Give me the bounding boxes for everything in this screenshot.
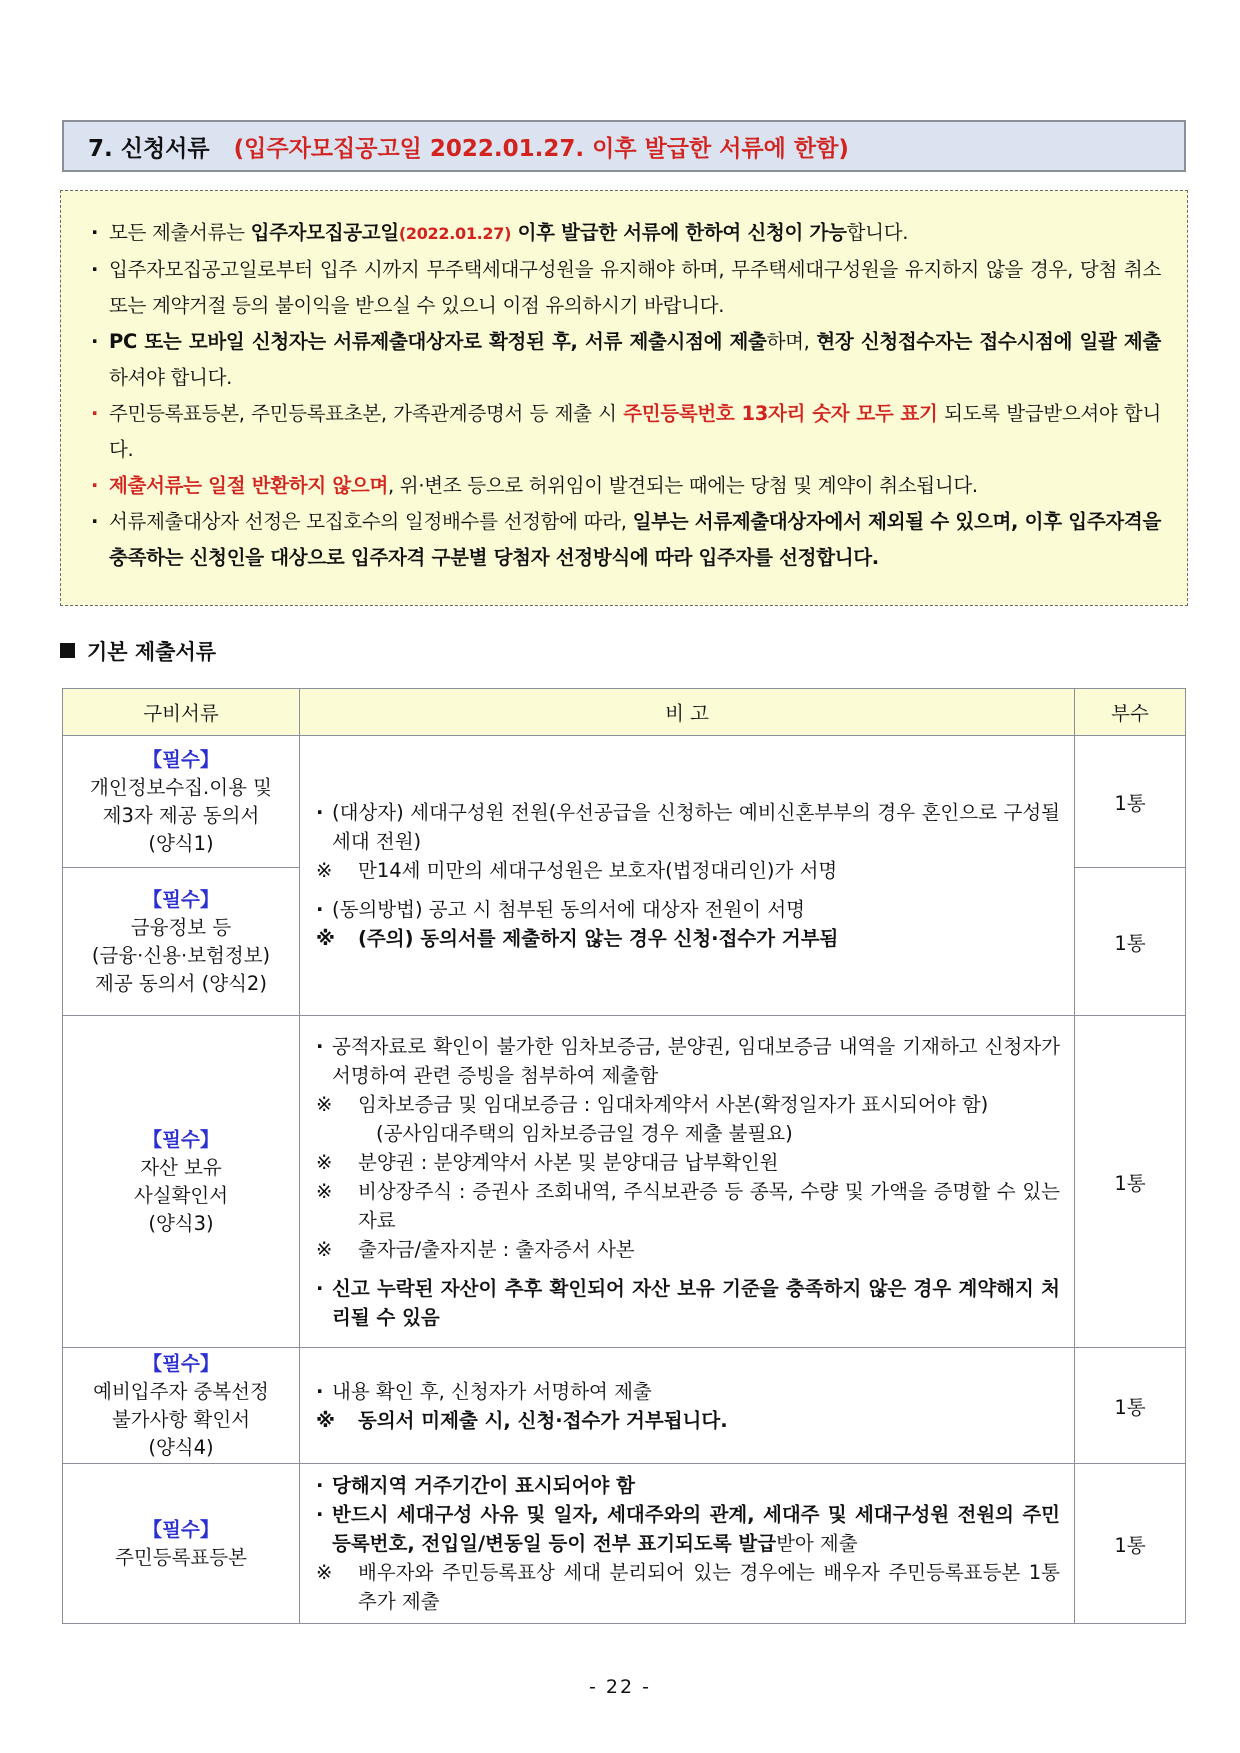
header-count: 부수 [1075,689,1186,736]
notice-text-bold: 현장 신청접수자는 접수시점에 일괄 제출 [816,330,1162,353]
remark-note [316,856,1060,885]
remark-note [316,1235,1060,1264]
doc-form: (양식1) [148,831,214,855]
notice-date: (2022.01.27) [398,224,512,243]
remark-note [316,1406,1060,1435]
doc-name: 사실확인서 [133,1183,229,1207]
doc-name: 제공 동의서 (양식2) [95,971,267,995]
notice-text-bold: 일부는 서류제출대상자에서 제외될 수 있으며, 이후 입주자격을 충족하는 신청인을 대상으로 입주자격 구분별 당첨자 선정방식에 따라 입주자를 선정합니다. [109,510,1161,569]
count-cell: 1통 [1075,1016,1186,1348]
remark-note-text: 임차보증금 및 임대보증금 : 임대차계약서 사본(확정일자가 표시되어야 함) [358,1092,989,1116]
notice-item-5 [87,468,1161,504]
remark-bold-text: 반드시 세대구성 사유 및 일자, 세대주와의 관계, 세대주 및 세대구성원 전원의 주민등록번호, 전입일/변동일 등이 전부 표기되도록 발급 [332,1503,1060,1555]
table-row [63,1464,1186,1624]
notice-text: , 위·변조 등으로 허위임이 발견되는 때에는 당첨 및 계약이 취소됩니다. [388,474,978,497]
remark-bullet: · 신고 누락된 자산이 추후 확인되어 자산 보유 기준을 충족하지 않은 경우 계약해지 처리될 수 있음 [316,1274,1060,1332]
required-label: 【필수】 [142,1351,220,1375]
remark-cell [300,736,1075,1016]
doc-cell [63,736,300,868]
square-bullet-icon [60,643,75,658]
doc-name: 개인정보수집.이용 및 [90,775,272,799]
doc-form: (양식4) [148,1435,214,1459]
notice-item-6 [87,504,1161,576]
remark-note [316,1148,1060,1177]
reference-mark: ※ [316,1092,333,1116]
table-row [63,1016,1186,1348]
doc-name: 불가사항 확인서 [111,1407,251,1431]
doc-name: 금융정보 등 [130,915,232,939]
page-number: - 22 - [589,1676,651,1698]
reference-mark: ※ [316,1150,333,1174]
notice-item-3 [87,324,1161,396]
notice-text: 주민등록표등본, 주민등록표초본, 가족관계증명서 등 제출 시 [109,402,624,425]
notice-text: 하셔야 합니다. [109,366,233,389]
table-row [63,736,1186,868]
header-docs: 구비서류 [63,689,300,736]
remark-bullet: · (동의방법) 공고 시 첨부된 동의서에 대상자 전원이 서명 [316,895,1060,924]
doc-cell [63,1348,300,1464]
required-label: 【필수】 [142,1517,220,1541]
remark-note-text: 분양권 : 분양계약서 사본 및 분양대금 납부확인원 [358,1150,779,1174]
reference-mark: ※ [316,1179,333,1203]
reference-mark: ※ [316,1408,335,1432]
reference-mark: ※ [316,927,335,950]
remark-note [316,1558,1060,1616]
remark-note-text: 동의서 미제출 시, 신청·접수가 거부됩니다. [358,1408,728,1432]
remark-note-text: (주의) 동의서를 제출하지 않는 경우 신청·접수가 거부됨 [358,927,839,950]
section-number: 7. 신청서류 [88,135,210,162]
count-cell: 1통 [1075,736,1186,868]
section-note: (입주자모집공고일 2022.01.27. 이후 발급한 서류에 한함) [233,135,849,162]
doc-name: 자산 보유 [140,1155,222,1179]
notice-text: 되도록 발급받으셔야 합니다. [109,402,1162,461]
reference-mark: ※ [316,859,333,882]
doc-name: 예비입주자 중복선정 [93,1379,269,1403]
remark-cell [300,1464,1075,1624]
doc-cell [63,1016,300,1348]
doc-name: (금융·신용·보험정보) [91,943,271,967]
reference-mark: ※ [316,1561,333,1584]
remark-note-text: 출자금/출자지분 : 출자증서 사본 [358,1237,635,1261]
table-row [63,1348,1186,1464]
remark-note [316,924,1060,953]
doc-name: 주민등록표등본 [115,1545,247,1569]
doc-cell [63,1464,300,1624]
remark-bullet: · 당해지역 거주기간이 표시되어야 함 [316,1471,1060,1500]
required-label: 【필수】 [142,1127,220,1151]
notice-text: 모든 제출서류는 [109,221,251,244]
notice-item-1 [87,215,1161,252]
doc-cell [63,868,300,1016]
table-header-row [63,689,1186,736]
remark-note [316,1177,1060,1235]
header-remarks: 비 고 [300,689,1075,736]
notice-text-bold: 입주자모집공고일 [250,221,399,244]
remark-bullet: · 공적자료로 확인이 불가한 임차보증금, 분양권, 임대보증금 내역을 기재하고 신청자가 서명하여 관련 증빙을 첨부하여 제출함 [316,1032,1060,1090]
notice-text: 합니다. [846,221,909,244]
remark-cell [300,1016,1075,1348]
section-title [62,120,1186,172]
notice-text-bold: PC 또는 모바일 신청자는 서류제출대상자로 확정된 후, 서류 제출시점에 제출 [109,330,767,353]
remark-bullet: · 내용 확인 후, 신청자가 서명하여 제출 [316,1377,1060,1406]
count-cell: 1통 [1075,1348,1186,1464]
subsection-title [60,636,216,666]
notice-item-2: · 입주자모집공고일로부터 입주 시까지 무주택세대구성원을 유지해야 하며, 무주택세대구성원을 유지하지 않을 경우, 당첨 취소 또는 계약거절 등의 불이익을 받으실 수 있으니 이점 유의하시기 바랍니다. [87,252,1161,324]
remark-note [316,1090,1060,1148]
reference-mark: ※ [316,1237,333,1261]
notice-item-4 [87,396,1161,468]
notice-text: 하며, [766,330,817,353]
remark-cell [300,1348,1075,1464]
required-label: 【필수】 [142,747,220,771]
subsection-title-text: 기본 제출서류 [87,640,217,664]
notice-text-red: 제출서류는 일절 반환하지 않으며 [109,474,388,497]
count-cell: 1통 [1075,868,1186,1016]
count-cell: 1통 [1075,1464,1186,1624]
notice-box [60,190,1188,606]
doc-name: 제3자 제공 동의서 [102,803,260,827]
notice-text-bold: 이후 발급한 서류에 한하여 신청이 가능 [511,221,847,244]
documents-table [62,688,1186,1624]
remark-note-text: 배우자와 주민등록표상 세대 분리되어 있는 경우에는 배우자 주민등록표등본 1통 추가 제출 [358,1561,1060,1613]
notice-text-red: 주민등록번호 13자리 숫자 모두 표기 [623,402,938,425]
remark-text: 받아 제출 [776,1532,858,1555]
remark-note-text: 비상장주식 : 증권사 조회내역, 주식보관증 등 종목, 수량 및 가액을 증명할 수 있는 자료 [358,1179,1060,1232]
remark-note-text: 만14세 미만의 세대구성원은 보호자(법정대리인)가 서명 [358,859,838,882]
notice-text: 서류제출대상자 선정은 모집호수의 일정배수를 선정함에 따라, [109,510,633,533]
required-label: 【필수】 [142,887,220,911]
remark-bullet [316,1500,1060,1558]
remark-bullet: · (대상자) 세대구성원 전원(우선공급을 신청하는 예비신혼부부의 경우 혼인으로 구성될 세대 전원) [316,798,1060,856]
doc-form: (양식3) [148,1211,214,1235]
remark-note-text: (공사임대주택의 임차보증금일 경우 제출 불필요) [376,1121,793,1145]
